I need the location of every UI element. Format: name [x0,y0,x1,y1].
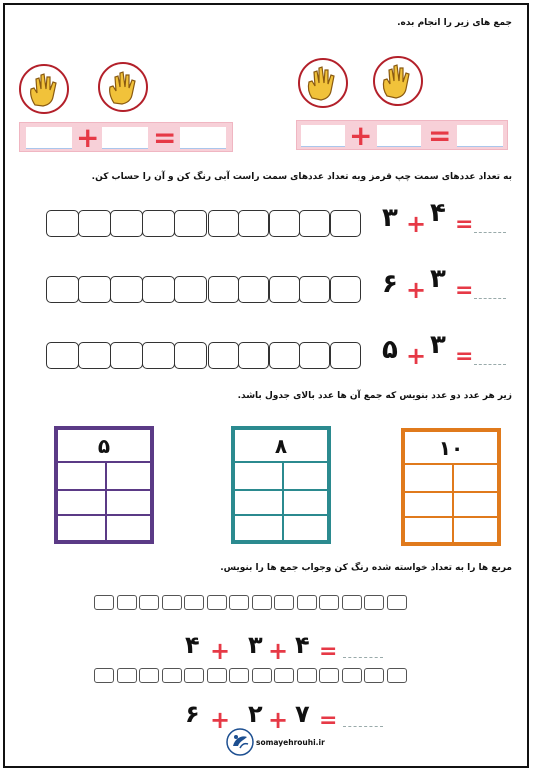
term: ۲ [248,700,263,728]
page-frame [3,3,529,768]
answer-box[interactable] [377,125,421,147]
answer-box[interactable] [457,125,503,147]
count-square[interactable] [342,595,362,610]
count-square[interactable] [330,276,361,303]
equals-sign: = [153,121,177,154]
count-square[interactable] [78,276,111,303]
count-square[interactable] [117,668,137,683]
term: ۶ [185,700,200,728]
count-square[interactable] [229,668,249,683]
count-square[interactable] [117,595,137,610]
instruction-1: جمع های زیر را انجام بده. [397,18,512,28]
count-square[interactable] [238,210,269,237]
count-square[interactable] [46,276,79,303]
plus-sign: + [349,119,373,152]
count-square[interactable] [238,342,269,369]
count-square[interactable] [364,668,384,683]
answer-line[interactable] [343,657,383,658]
count-square[interactable] [139,595,159,610]
equals-sign: = [428,119,452,152]
answer-line[interactable] [343,726,383,727]
hand-icon [373,56,423,106]
count-square[interactable] [364,595,384,610]
count-square[interactable] [274,668,294,683]
plus-sign: + [406,276,427,304]
count-square[interactable] [238,276,269,303]
count-square[interactable] [319,595,339,610]
count-square[interactable] [174,342,207,369]
count-square[interactable] [94,595,114,610]
count-square[interactable] [78,210,111,237]
table-number: ۵ [58,430,150,463]
plus-sign: + [406,342,427,370]
count-square[interactable] [330,210,361,237]
addend-left: ۳ [430,264,446,294]
equals-sign: = [455,344,474,369]
footer [222,726,332,758]
plus-sign: + [210,706,231,734]
answer-box[interactable] [180,127,226,149]
logo-icon [226,728,254,756]
sum-table-8 [231,426,331,544]
count-square[interactable] [252,668,272,683]
hand-icon [298,58,348,108]
addend-left: ۳ [430,330,446,360]
answer-bar-right [296,120,508,150]
plus-sign: + [210,637,231,665]
count-square[interactable] [208,342,239,369]
equals-sign: = [319,708,338,733]
count-square[interactable] [110,276,143,303]
count-square[interactable] [297,595,317,610]
answer-box[interactable] [26,127,72,149]
count-square[interactable] [184,595,204,610]
count-square[interactable] [274,595,294,610]
count-square[interactable] [208,276,239,303]
table-number: ۱۰ [405,432,497,465]
count-square[interactable] [299,210,330,237]
sum-table-10 [401,428,501,546]
count-square[interactable] [269,342,300,369]
count-square[interactable] [319,668,339,683]
count-square[interactable] [142,342,175,369]
count-square[interactable] [184,668,204,683]
hand-icon [19,64,69,114]
count-square[interactable] [162,668,182,683]
count-square[interactable] [142,276,175,303]
term: ۴ [185,631,200,659]
equals-sign: = [319,639,338,664]
count-square[interactable] [252,595,272,610]
count-square[interactable] [174,276,207,303]
count-square[interactable] [110,342,143,369]
count-square[interactable] [142,210,175,237]
instruction-4: مربع ها را به تعداد خواسته شده رنگ کن وجواب جمع ها را بنویس. [220,563,512,573]
count-square[interactable] [207,595,227,610]
addend-right: ۶ [382,269,398,299]
instruction-3: زیر هر عدد دو عدد بنویس که جمع آن ها عدد بالای جدول باشد. [237,391,512,401]
count-square[interactable] [208,210,239,237]
addend-left: ۴ [430,198,446,228]
term: ۴ [295,631,310,659]
term: ۷ [295,700,310,728]
count-square[interactable] [297,668,317,683]
plus-sign: + [406,210,427,238]
table-number: ۸ [235,430,327,463]
count-square[interactable] [299,276,330,303]
equals-sign: = [455,278,474,303]
answer-line[interactable] [474,298,506,299]
plus-sign: + [268,706,289,734]
equals-sign: = [455,212,474,237]
plus-sign: + [268,637,289,665]
count-square[interactable] [330,342,361,369]
addend-right: ۳ [382,203,398,233]
count-square[interactable] [46,210,79,237]
count-square[interactable] [94,668,114,683]
count-square[interactable] [342,668,362,683]
addend-right: ۵ [382,335,398,365]
count-square[interactable] [299,342,330,369]
count-square[interactable] [387,595,407,610]
answer-box[interactable] [102,127,148,149]
count-square[interactable] [162,595,182,610]
count-square[interactable] [78,342,111,369]
count-square[interactable] [269,210,300,237]
answer-line[interactable] [474,232,506,233]
plus-sign: + [76,121,100,154]
footer-site: somayehrouhi.ir [256,738,325,747]
count-square[interactable] [139,668,159,683]
instruction-2: به تعداد عددهای سمت چپ قرمز وبه تعداد عددهای سمت راست آبی رنگ کن و آن را حساب کن. [91,172,512,182]
count-square[interactable] [46,342,79,369]
term: ۳ [248,631,263,659]
count-square[interactable] [174,210,207,237]
sum-table-5 [54,426,154,544]
answer-line[interactable] [474,364,506,365]
hand-icon [98,62,148,112]
count-square[interactable] [269,276,300,303]
count-square[interactable] [229,595,249,610]
answer-box[interactable] [301,125,345,147]
count-square[interactable] [110,210,143,237]
answer-bar-left [19,122,233,152]
count-square[interactable] [207,668,227,683]
count-square[interactable] [387,668,407,683]
